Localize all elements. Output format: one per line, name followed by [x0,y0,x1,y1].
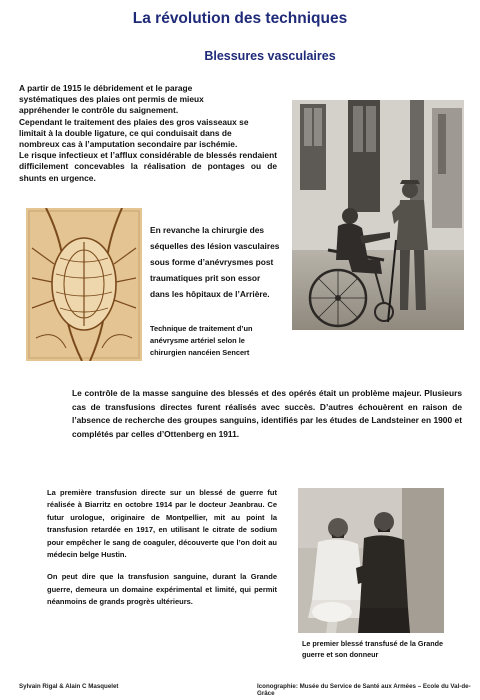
page-subtitle: Blessures vasculaires [204,49,336,63]
intro-line: Cependant le traitement des plaies des gros vaisseaux se [19,116,249,127]
intro-line: limitait à la double ligature, ce qui conduisait dans de [19,127,232,138]
transfusion-paragraph: Le contrôle de la masse sanguine des blessés et des opérés était un problème majeur. Plusieurs cas de transfusions directes furent réalisés avec succès. D’autres échouèrent en raison de l’absence de recherche des groupes sanguins, identifiés par les études de Landsteiner en 1900 et complétés par celles d’Ottenberg en 1911. [72,388,462,439]
footer-credits: Iconographie: Musée du Service de Santé aux Armées – Ecole du Val-de-Grâce [257,683,471,697]
intro-risk-text: Le risque infectieux et l’afflux considérable de blessés rendaient difficilement concevables la réalisation de pontages ou de shunts en urgence. [19,150,277,183]
surgery-paragraph [150,222,288,302]
sketch-caption-line: Technique de traitement d’un [150,324,253,333]
sketch-caption-line: chirurgien nancéien Sencert [150,348,250,358]
surgery-line: dans les hôpitaux de l’Arrière. [150,289,270,299]
surgery-line: En revanche la chirurgie des [150,225,265,235]
intro-paragraph [19,83,277,184]
page-title: La révolution des techniques [132,10,348,27]
intro-line: nombreux cas à l’amputation secondaire par ischémie. [19,139,238,150]
sketch-caption-line: anévrysme artériel selon le [150,336,245,346]
intro-line: appréhender le contrôle du saignement. [19,105,179,116]
transfusion-conclusion-text: On peut dire que la transfusion sanguine, durant la Grande guerre, demeura un domaine expérimental et limité, qui permit néanmoins de grands progrès ultérieurs. [47,572,277,607]
wheelchair-soldier-photo [292,100,464,330]
footer-authors: Sylvain Rigal & Alain C Masquelet [19,683,119,690]
photo-caption: Le premier blessé transfusé de la Grande guerre et son donneur [302,639,444,659]
first-transfusion-text: La première transfusion directe sur un blessé de guerre fut réalisée à Biarritz en octobre 1914 par le docteur Jeanbrau. Ce futur urologue, originaire de Montpellier, mit au point la transfusion retardée en 1917, en utilisant le citrate de sodium pour empêcher le sang de coaguler, découverte que l’on doit au médecin belge Hustin. [47,488,277,560]
transfusion-patient-donor-photo [298,488,444,633]
surgery-line: séquelles des lésion vasculaires [150,241,280,251]
intro-line: systématiques des plaies ont permis de mieux [19,94,204,105]
surgery-line: traumatiques prit son essor [150,273,261,283]
intro-line: A partir de 1915 le débridement et le parage [19,83,193,93]
aneurysm-sketch [26,208,142,361]
first-transfusion-paragraph [47,487,277,609]
surgery-line: sous forme d’anévrysmes post [150,257,274,267]
sketch-caption [150,323,290,360]
